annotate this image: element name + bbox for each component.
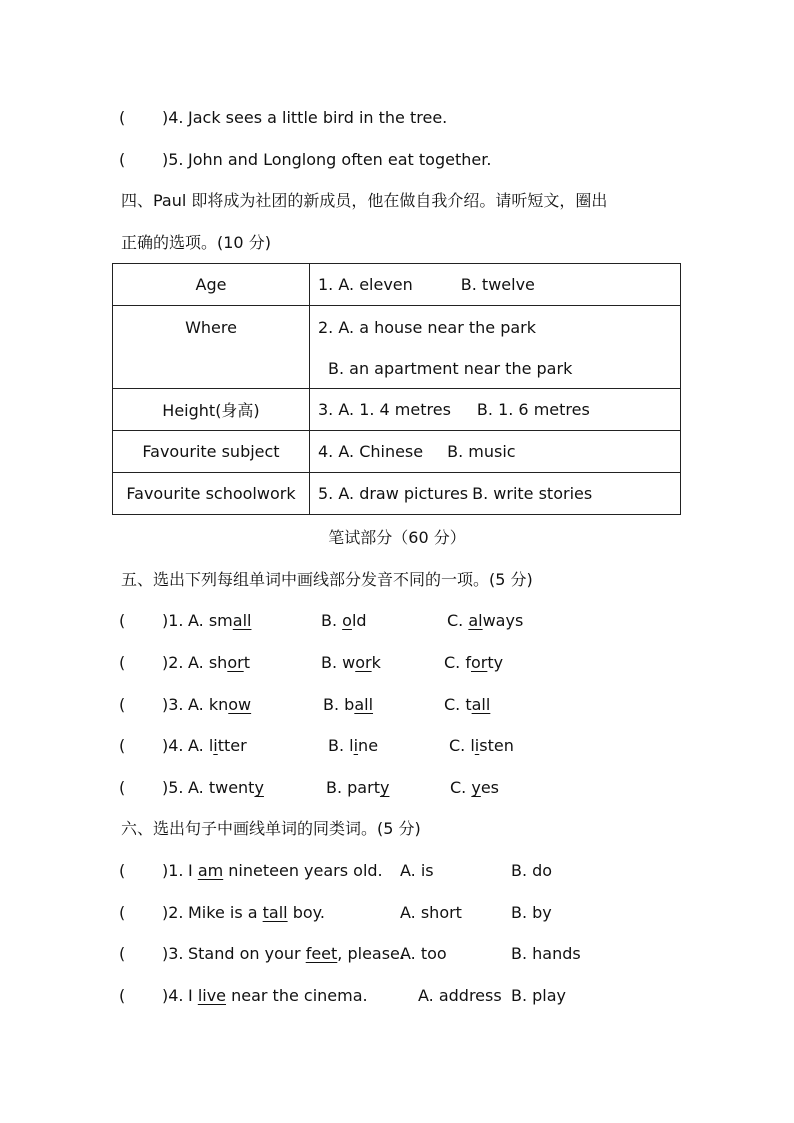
option-text: C. t	[444, 695, 472, 714]
option-text: C. f	[444, 653, 471, 672]
section4-title-line2: 正确的选项。(10 分)	[121, 233, 271, 252]
underlined-part: y	[471, 778, 481, 797]
row-options	[310, 473, 681, 515]
underlined-part: all	[471, 695, 491, 714]
row-key: Favourite subject	[113, 431, 310, 473]
option-text: A. twent	[188, 778, 255, 797]
table-row	[113, 389, 681, 431]
option-text: B.	[321, 611, 343, 630]
option-a: A. too	[400, 944, 447, 963]
sentence	[188, 986, 368, 1006]
answer-paren: (	[119, 736, 126, 755]
sentence	[188, 944, 405, 964]
underlined-part: ow	[228, 695, 252, 714]
option-b	[326, 778, 389, 798]
answer-paren: (	[119, 150, 126, 169]
option-text: B. part	[326, 778, 380, 797]
profile-table	[112, 263, 681, 515]
option-a: 3. A. 1. 4 metres	[318, 400, 451, 419]
underlined-word: feet	[305, 944, 338, 963]
option-a: 2. A. a house near the park	[318, 317, 537, 337]
underlined-part: y	[254, 778, 264, 797]
row-options	[310, 306, 681, 389]
underlined-part: or	[355, 653, 372, 672]
row-key: Height(身高)	[113, 389, 310, 431]
option-text: A. sm	[188, 611, 233, 630]
sentence	[188, 861, 383, 881]
item-number: )1.	[162, 861, 184, 880]
underlined-part: o	[342, 611, 352, 630]
item-number: )3.	[162, 695, 184, 714]
sentence-text: near the cinema.	[226, 986, 368, 1005]
item-number: )3.	[162, 944, 184, 963]
row-options	[310, 264, 681, 306]
sentence-text: , please.	[337, 944, 405, 963]
option-a: A. is	[400, 861, 434, 880]
option-a: 5. A. draw pictures	[318, 484, 469, 503]
row-key: Age	[113, 264, 310, 306]
option-text: A. kn	[188, 695, 229, 714]
option-text: C.	[447, 611, 469, 630]
option-text: es	[480, 778, 499, 797]
option-a: 4. A. Chinese	[318, 442, 424, 461]
option-a: A. short	[400, 903, 462, 922]
answer-paren: (	[119, 611, 126, 630]
item-number: )1.	[162, 611, 184, 630]
option-a	[188, 736, 247, 756]
table-row	[113, 306, 681, 389]
section6-title: 六、选出句子中画线单词的同类词。(5 分)	[121, 819, 421, 838]
option-text: B. w	[321, 653, 356, 672]
row-key: Favourite schoolwork	[113, 473, 310, 515]
item-number: )4.	[162, 986, 184, 1005]
item-number: )5.	[162, 778, 184, 797]
section4-title-line1: 四、Paul 即将成为社团的新成员，他在做自我介绍。请听短文，圈出	[121, 191, 608, 210]
sentence	[188, 903, 325, 923]
option-b: B. do	[511, 861, 553, 880]
item-text: Jack sees a little bird in the tree.	[188, 108, 448, 127]
option-text: k	[371, 653, 381, 672]
answer-paren: (	[119, 108, 126, 127]
underlined-part: or	[470, 653, 488, 672]
sentence-text: I	[188, 986, 198, 1005]
option-text: ne	[358, 736, 379, 755]
answer-paren: (	[119, 903, 126, 922]
underlined-part: or	[227, 653, 244, 672]
item-number: )4.	[162, 736, 184, 755]
option-text: t	[243, 653, 250, 672]
answer-paren: (	[119, 944, 126, 963]
row-options	[310, 389, 681, 431]
underlined-part: all	[232, 611, 252, 630]
answer-paren: (	[119, 778, 126, 797]
option-text: sten	[479, 736, 514, 755]
option-text: A. sh	[188, 653, 228, 672]
option-b: B. an apartment near the park	[328, 358, 573, 378]
option-b: B. music	[447, 442, 516, 461]
row-key: Where	[113, 306, 310, 389]
table-row	[113, 264, 681, 306]
table-row	[113, 473, 681, 515]
underlined-part: y	[379, 778, 390, 797]
section5-title: 五、选出下列每组单词中画线部分发音不同的一项。(5 分)	[121, 570, 533, 589]
option-c	[444, 695, 490, 715]
option-b	[321, 611, 367, 631]
option-b: B. 1. 6 metres	[476, 400, 590, 419]
option-c	[444, 653, 503, 673]
option-c	[450, 778, 499, 798]
option-text: C.	[450, 778, 472, 797]
option-text: ty	[487, 653, 504, 672]
item-number: )5.	[162, 150, 184, 169]
option-b	[323, 695, 373, 715]
underlined-word: live	[197, 986, 227, 1005]
option-c	[449, 736, 514, 756]
row-options	[310, 431, 681, 473]
table-row	[113, 431, 681, 473]
option-text: B. b	[323, 695, 355, 714]
option-a	[188, 611, 251, 631]
sentence-text: Stand on your	[188, 944, 306, 963]
option-b: B. write stories	[472, 484, 593, 503]
option-a: 1. A. eleven	[318, 275, 413, 294]
option-text: tter	[217, 736, 247, 755]
option-a	[188, 695, 251, 715]
underlined-part: i	[353, 736, 359, 755]
underlined-part: i	[474, 736, 480, 755]
option-c	[447, 611, 523, 631]
item-text: John and Longlong often eat together.	[188, 150, 492, 169]
underlined-part: all	[354, 695, 374, 714]
underlined-part: i	[213, 736, 218, 755]
option-text: C. l	[449, 736, 475, 755]
option-a	[188, 653, 250, 673]
option-a: A. address	[418, 986, 502, 1005]
item-number: )2.	[162, 653, 184, 672]
answer-paren: (	[119, 986, 126, 1005]
sentence-text: I	[188, 861, 198, 880]
underlined-word: tall	[262, 903, 288, 922]
answer-paren: (	[119, 653, 126, 672]
underlined-part: al	[468, 611, 483, 630]
item-number: )4.	[162, 108, 184, 127]
option-b	[321, 653, 381, 673]
option-b: B. twelve	[460, 275, 535, 294]
option-text: ld	[351, 611, 367, 630]
option-b: B. play	[511, 986, 567, 1005]
option-b: B. by	[511, 903, 552, 922]
option-text: A. l	[188, 736, 214, 755]
option-b	[328, 736, 378, 756]
sentence-text: boy.	[287, 903, 325, 922]
sentence-text: Mike is a	[188, 903, 263, 922]
option-b: B. hands	[511, 944, 581, 963]
option-text: B. l	[328, 736, 354, 755]
written-part-title: 笔试部分（60 分）	[328, 528, 466, 547]
option-text: ways	[482, 611, 524, 630]
item-number: )2.	[162, 903, 184, 922]
option-a	[188, 778, 264, 798]
underlined-word: am	[197, 861, 224, 880]
answer-paren: (	[119, 861, 126, 880]
sentence-text: nineteen years old.	[223, 861, 383, 880]
answer-paren: (	[119, 695, 126, 714]
